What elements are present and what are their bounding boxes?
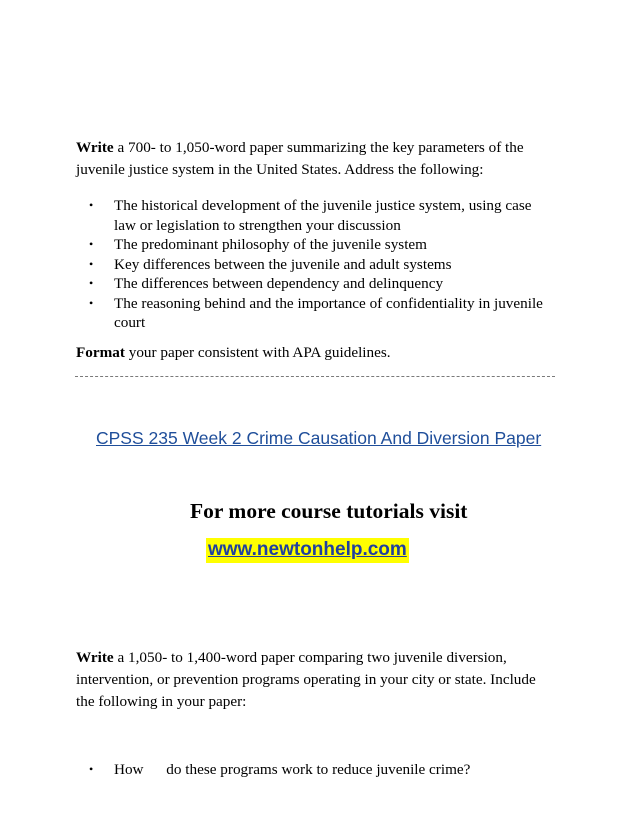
- course-title-link[interactable]: CPSS 235 Week 2 Crime Causation And Diversion Paper: [96, 428, 542, 448]
- more-tutorials-text: For more course tutorials visit: [190, 499, 468, 523]
- list-item-text: The reasoning behind and the importance of confidentiality in juvenile court: [114, 294, 543, 331]
- list-item: [76, 255, 556, 275]
- list-item: [76, 760, 556, 780]
- list-item-text: The differences between dependency and delinquency: [114, 275, 444, 292]
- format-text: your paper consistent with APA guidelines.: [124, 344, 391, 361]
- write-label: Write: [76, 649, 114, 666]
- list-item-text: Key differences between the juvenile and adult systems: [114, 255, 452, 273]
- list-item: [76, 274, 556, 294]
- format-label: Format: [76, 344, 125, 361]
- bullet-glyph: •: [89, 762, 94, 776]
- bullet-glyph: •: [89, 295, 94, 310]
- assignment-1-text: a 700- to 1,050-word paper summarizing the key parameters of the juvenile justice system in the United States. Address the following:: [76, 139, 524, 178]
- list-item: [76, 196, 556, 235]
- dashed-divider: [75, 376, 555, 381]
- bullet-glyph: •: [89, 237, 94, 251]
- bullet-glyph: •: [89, 198, 94, 212]
- list-item: [76, 294, 556, 333]
- assignment-2-intro: [76, 647, 556, 713]
- list-item: [76, 235, 556, 255]
- bullet-glyph: •: [89, 256, 94, 271]
- list-item-text: How do these programs work to reduce juvenile crime?: [114, 761, 471, 778]
- list-item-text: The predominant philosophy of the juvenile system: [114, 236, 427, 253]
- assignment-2-text: a 1,050- to 1,400-word paper comparing two juvenile diversion, intervention, or prevention programs operating in your city or state. Include the following in your paper:: [76, 649, 536, 710]
- list-item-text: The historical development of the juvenile justice system, using case law or legislation to strengthen your discussion: [114, 197, 532, 234]
- write-label: Write: [76, 139, 114, 156]
- format-instruction: [76, 342, 556, 364]
- assignment-1-intro: [76, 137, 556, 181]
- assignment-1-bullet-list: [76, 196, 556, 333]
- bullet-glyph: •: [89, 276, 94, 290]
- website-link[interactable]: www.newtonhelp.com: [206, 538, 409, 563]
- assignment-2-bullet-list: [76, 721, 556, 819]
